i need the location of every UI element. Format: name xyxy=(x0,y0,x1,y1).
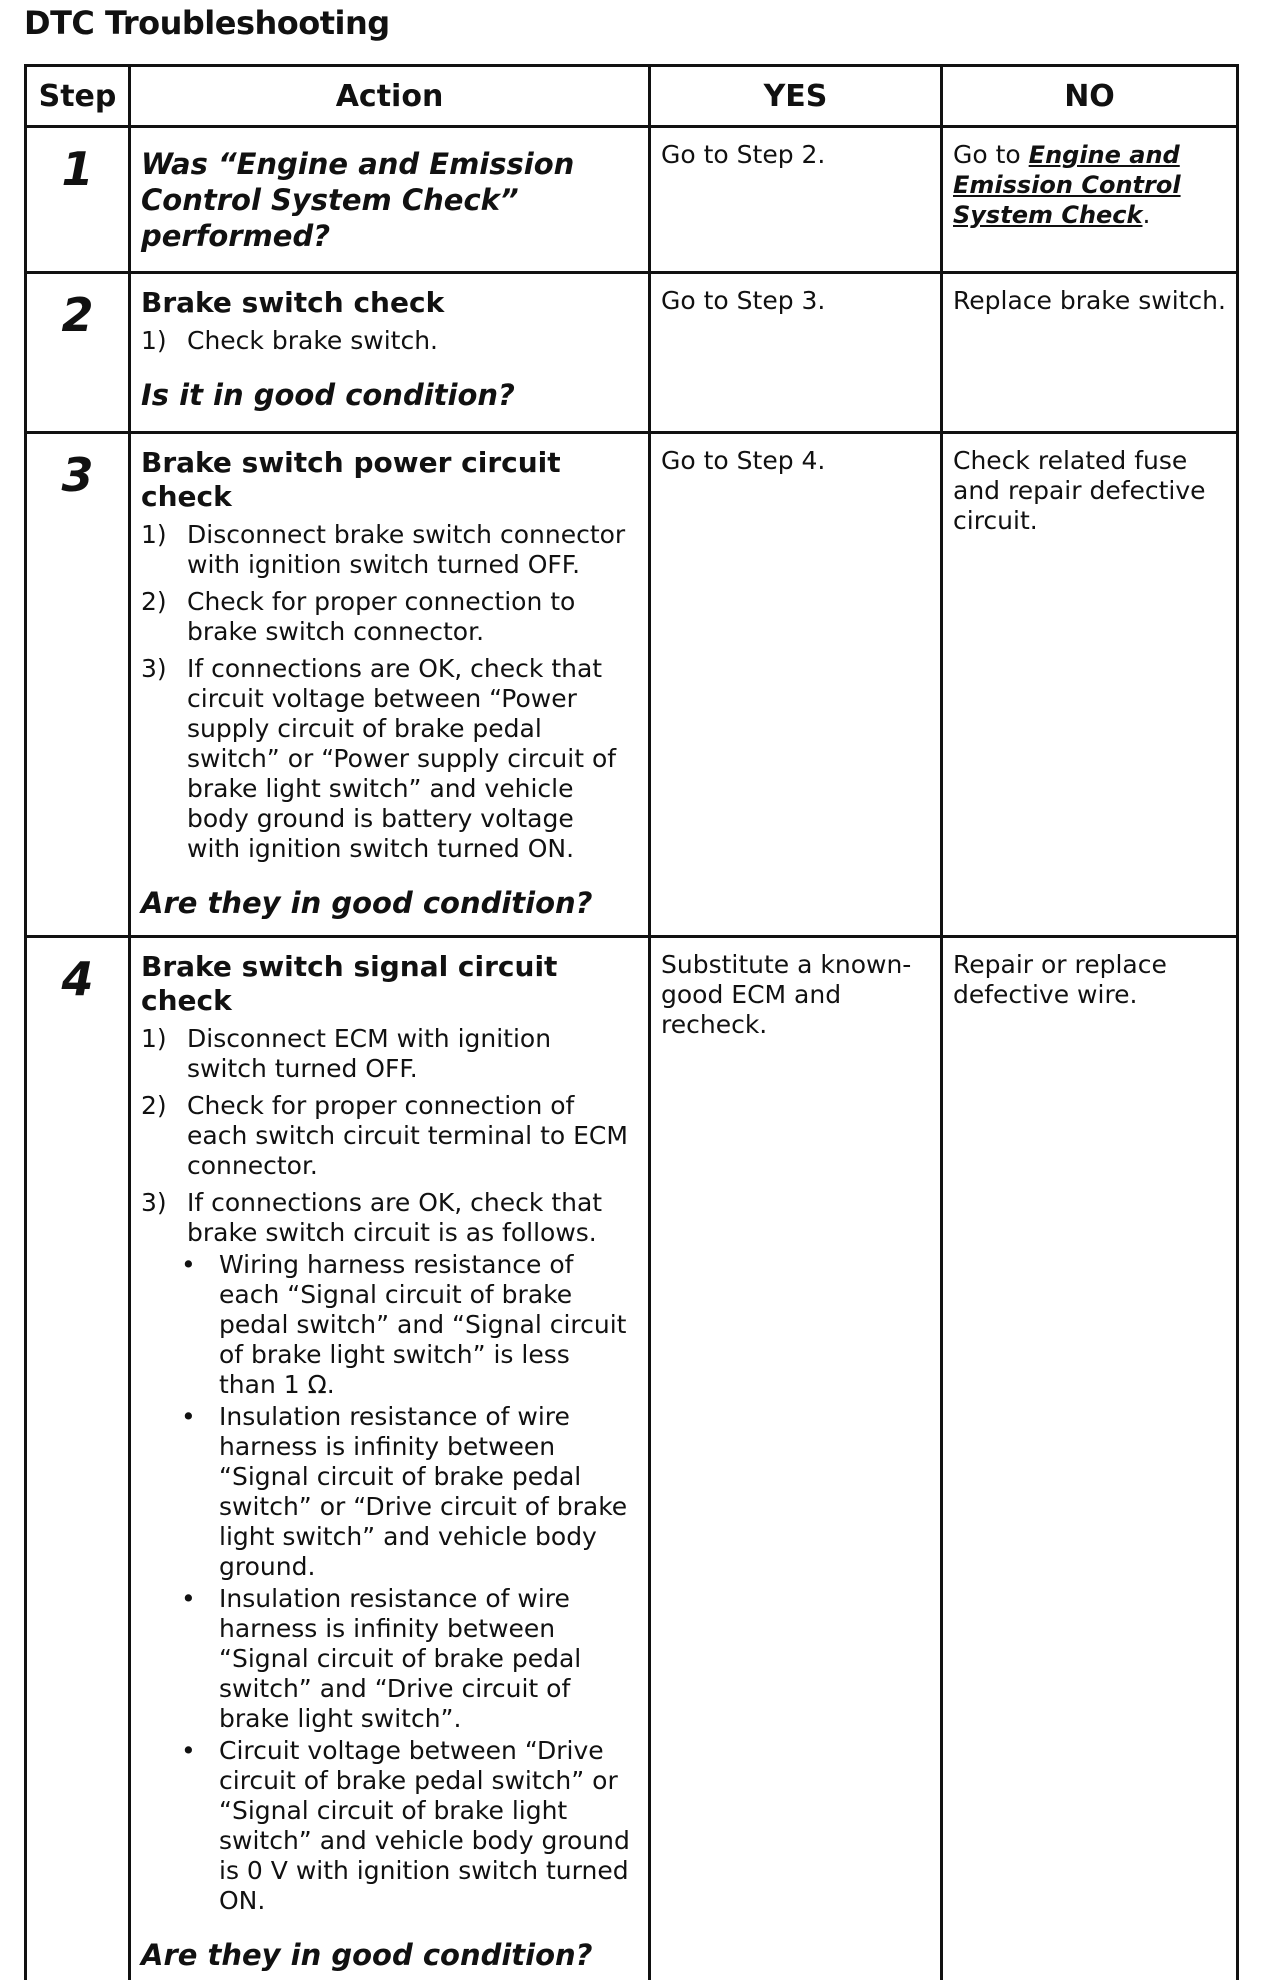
list-item xyxy=(141,1188,634,1916)
step-number: 4 xyxy=(26,937,130,1980)
item-number: 2) xyxy=(141,587,167,616)
header-yes: YES xyxy=(650,66,942,127)
no-suffix: . xyxy=(1142,200,1151,229)
step-question: Was “Engine and Emission Control System Check” performed? xyxy=(141,147,575,253)
bullet-text: Insulation resistance of wire harness is infinity between “Signal circuit of brake pedal switch” or “Drive circuit of brake light switch” and vehicle body ground. xyxy=(219,1402,628,1581)
step-heading: Brake switch power circuit check xyxy=(141,446,561,513)
item-text: Check for proper connection to brake switch connector. xyxy=(187,587,576,646)
action-cell xyxy=(130,273,650,433)
item-number: 1) xyxy=(141,1024,167,1053)
bullet-icon: • xyxy=(181,1402,196,1431)
step-number: 1 xyxy=(26,127,130,273)
table-row xyxy=(26,433,1238,937)
yes-cell: Go to Step 4. xyxy=(650,433,942,937)
action-cell xyxy=(130,127,650,273)
item-number: 3) xyxy=(141,1188,167,1217)
step-heading: Brake switch check xyxy=(141,286,445,319)
item-number: 2) xyxy=(141,1091,167,1120)
bullet-icon: • xyxy=(181,1250,196,1279)
item-number: 1) xyxy=(141,326,167,355)
item-number: 1) xyxy=(141,520,167,549)
yes-cell: Go to Step 2. xyxy=(650,127,942,273)
header-action: Action xyxy=(130,66,650,127)
item-text: Disconnect brake switch connector with ignition switch turned OFF. xyxy=(187,520,626,579)
bullet-text: Circuit voltage between “Drive circuit of brake pedal switch” or “Signal circuit of brake light switch” and vehicle body ground is 0 V with ignition switch turned ON. xyxy=(219,1736,630,1915)
item-text: If connections are OK, check that brake switch circuit is as follows. xyxy=(187,1188,603,1247)
header-step: Step xyxy=(26,66,130,127)
bullet-text: Insulation resistance of wire harness is infinity between “Signal circuit of brake pedal switch” and “Drive circuit of brake light switch”. xyxy=(219,1584,582,1733)
table-row xyxy=(26,273,1238,433)
item-text: Check for proper connection of each switch circuit terminal to ECM connector. xyxy=(187,1091,628,1180)
list-item xyxy=(141,654,634,864)
troubleshooting-table xyxy=(24,64,1239,1980)
item-number: 3) xyxy=(141,654,167,683)
step-heading: Brake switch signal circuit check xyxy=(141,950,558,1017)
condition-list xyxy=(173,1250,634,1916)
no-cell xyxy=(942,127,1238,273)
item-text: Disconnect ECM with ignition switch turned OFF. xyxy=(187,1024,552,1083)
action-cell xyxy=(130,433,650,937)
list-item xyxy=(141,1024,634,1084)
step-instructions xyxy=(141,1024,634,1916)
header-no: NO xyxy=(942,66,1238,127)
table-row xyxy=(26,127,1238,273)
yes-cell: Go to Step 3. xyxy=(650,273,942,433)
header-row xyxy=(26,66,1238,127)
no-cell: Repair or replace defective wire. xyxy=(942,937,1238,1980)
step-question: Are they in good condition? xyxy=(141,1938,593,1972)
yes-cell: Substitute a known-good ECM and recheck. xyxy=(650,937,942,1980)
step-instructions xyxy=(141,520,634,864)
step-question: Is it in good condition? xyxy=(141,378,515,412)
list-item xyxy=(141,1091,634,1181)
bullet-item xyxy=(173,1250,634,1400)
bullet-item xyxy=(173,1584,634,1734)
table-row xyxy=(26,937,1238,1980)
item-text: Check brake switch. xyxy=(187,326,438,355)
bullet-icon: • xyxy=(181,1736,196,1765)
page-title: DTC Troubleshooting xyxy=(24,4,390,42)
item-text: If connections are OK, check that circuit voltage between “Power supply circuit of brake pedal switch” or “Power supply circuit of brake light switch” and vehicle body ground is battery voltage with ignition switch turned ON. xyxy=(187,654,617,863)
bullet-item xyxy=(173,1736,634,1916)
list-item xyxy=(141,587,634,647)
action-cell xyxy=(130,937,650,1980)
bullet-icon: • xyxy=(181,1584,196,1613)
step-instructions xyxy=(141,326,634,356)
step-number: 2 xyxy=(26,273,130,433)
bullet-item xyxy=(173,1402,634,1582)
list-item xyxy=(141,326,634,356)
step-number: 3 xyxy=(26,433,130,937)
bullet-text: Wiring harness resistance of each “Signal circuit of brake pedal switch” and “Signal circuit of brake light switch” is less than 1 Ω. xyxy=(219,1250,627,1399)
no-prefix: Go to xyxy=(953,140,1029,169)
no-cell: Replace brake switch. xyxy=(942,273,1238,433)
engine-emission-check-link[interactable]: Engine and Emission Control System Check xyxy=(953,141,1181,229)
step-question: Are they in good condition? xyxy=(141,886,593,920)
no-cell: Check related fuse and repair defective circuit. xyxy=(942,433,1238,937)
list-item xyxy=(141,520,634,580)
